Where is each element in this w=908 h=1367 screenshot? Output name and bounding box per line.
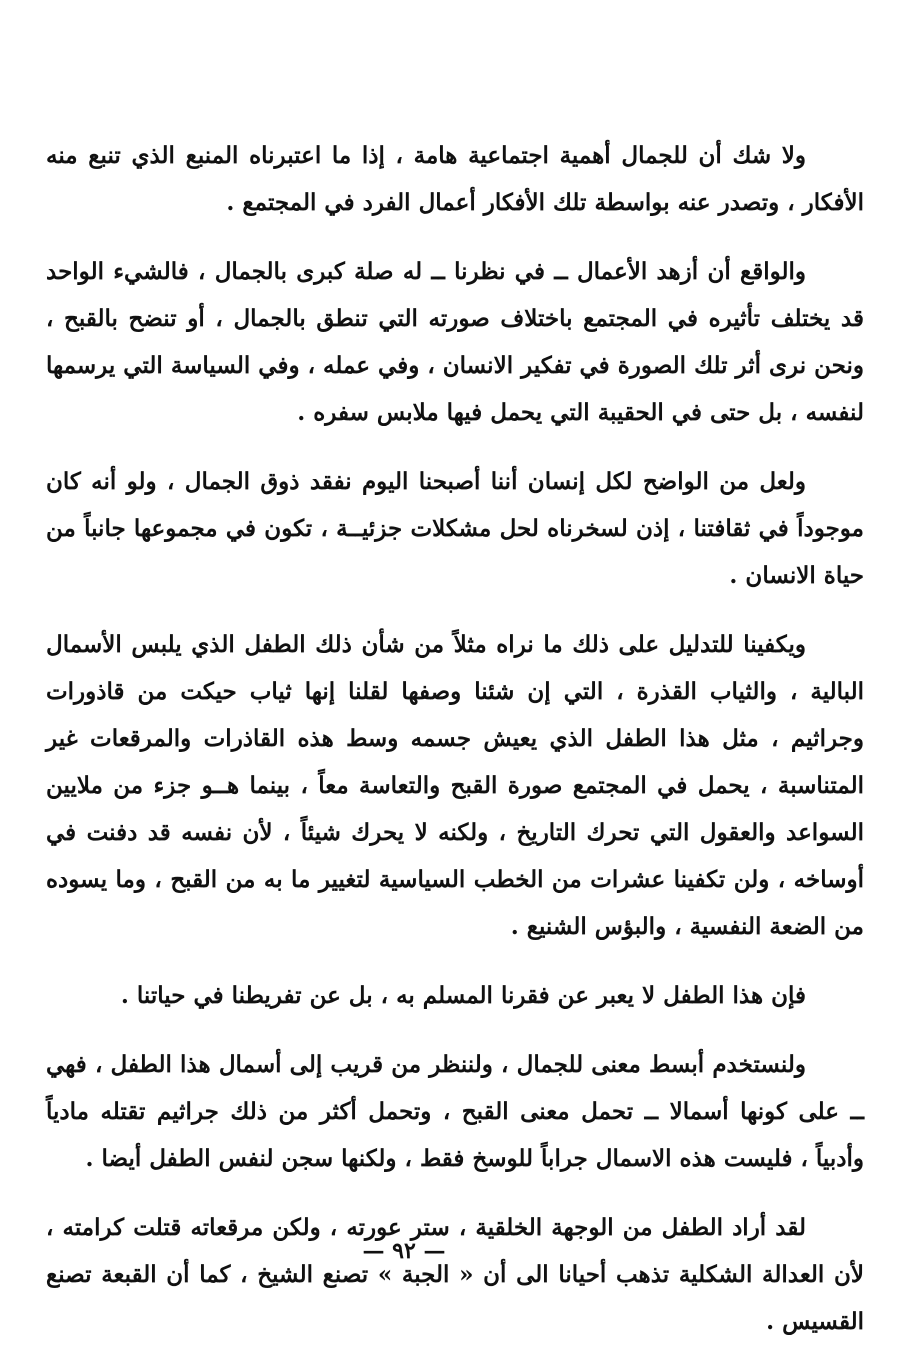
paragraph-1: ولا شك أن للجمال أهمية اجتماعية هامة ، إذا ما اعتبرناه المنبع الذي تنبع منه الأفكار ، وتصدر عنه بواسطة تلك الأفكار أعمال الفرد في المجتمع . — [46, 142, 864, 216]
paragraph-6: ولنستخدم أبسط معنى للجمال ، ولننظر من قريب إلى أسمال هذا الطفل ، فهي ــ على كونها أسمالا ــ تحمل معنى القبح ، وتحمل أكثر من ذلك جراثيم تقتله مادياً وأدبياً ، فليست هذه الاسمال جراباً للوسخ فقط ، ولكنها سجن لنفس الطفل أيضا . — [46, 1051, 864, 1172]
paragraph-4: ويكفينا للتدليل على ذلك ما نراه مثلاً من شأن ذلك الطفل الذي يلبس الأسمال البالية ، والثياب القذرة ، التي إن شئنا وصفها لقلنا إنها ثياب حيكت من قاذورات وجراثيم ، مثل هذا الطفل الذي يعيش جسمه وسط هذه القاذرات والمرقعات غير المتناسبة ، يحمل في المجتمع صورة القبح والتعاسة معاً ، بينما هــو جزء من ملايين السواعد والعقول التي تحرك التاريخ ، ولكنه لا يحرك شيئاً ، لأن نفسه قد دفنت في أوساخه ، ولن تكفينا عشرات من الخطب السياسية لتغيير ما به من القبح ، وما يسوده من الضعة النفسية ، والبؤس الشنيع . — [46, 631, 864, 940]
paragraph-5: فإن هذا الطفل لا يعبر عن فقرنا المسلم به ، بل عن تفريطنا في حياتنا . — [120, 982, 806, 1009]
paragraph-2: والواقع أن أزهد الأعمال ــ في نظرنا ــ له صلة كبرى بالجمال ، فالشيء الواحد قد يختلف تأثيره في المجتمع باختلاف صورته التي تنطق بالجمال ، أو تنضح بالقبح ، ونحن نرى أثر تلك الصورة في تفكير الانسان ، وفي عمله ، وفي السياسة التي يرسمها لنفسه ، بل حتى في الحقيبة التي يحمل فيها ملابس سفره . — [46, 258, 864, 426]
page-number: — ٩٢ — — [362, 1238, 446, 1264]
paragraph-3: ولعل من الواضح لكل إنسان أننا أصبحنا اليوم نفقد ذوق الجمال ، ولو أنه كان موجوداً في ثقافتنا ، إذن لسخرناه لحل مشكلات جزئيــة ، تكون في مجموعها جانباً من حياة الانسان . — [46, 468, 864, 589]
page-body — [46, 132, 864, 1367]
paragraph-7: لقد أراد الطفل من الوجهة الخلقية ، ستر عورته ، ولكن مرقعاته قتلت كرامته ، لأن العدالة الشكلية تذهب أحيانا الى أن « الجبة » تصنع الشيخ ، كما أن القبعة تصنع القسيس . — [46, 1214, 864, 1335]
